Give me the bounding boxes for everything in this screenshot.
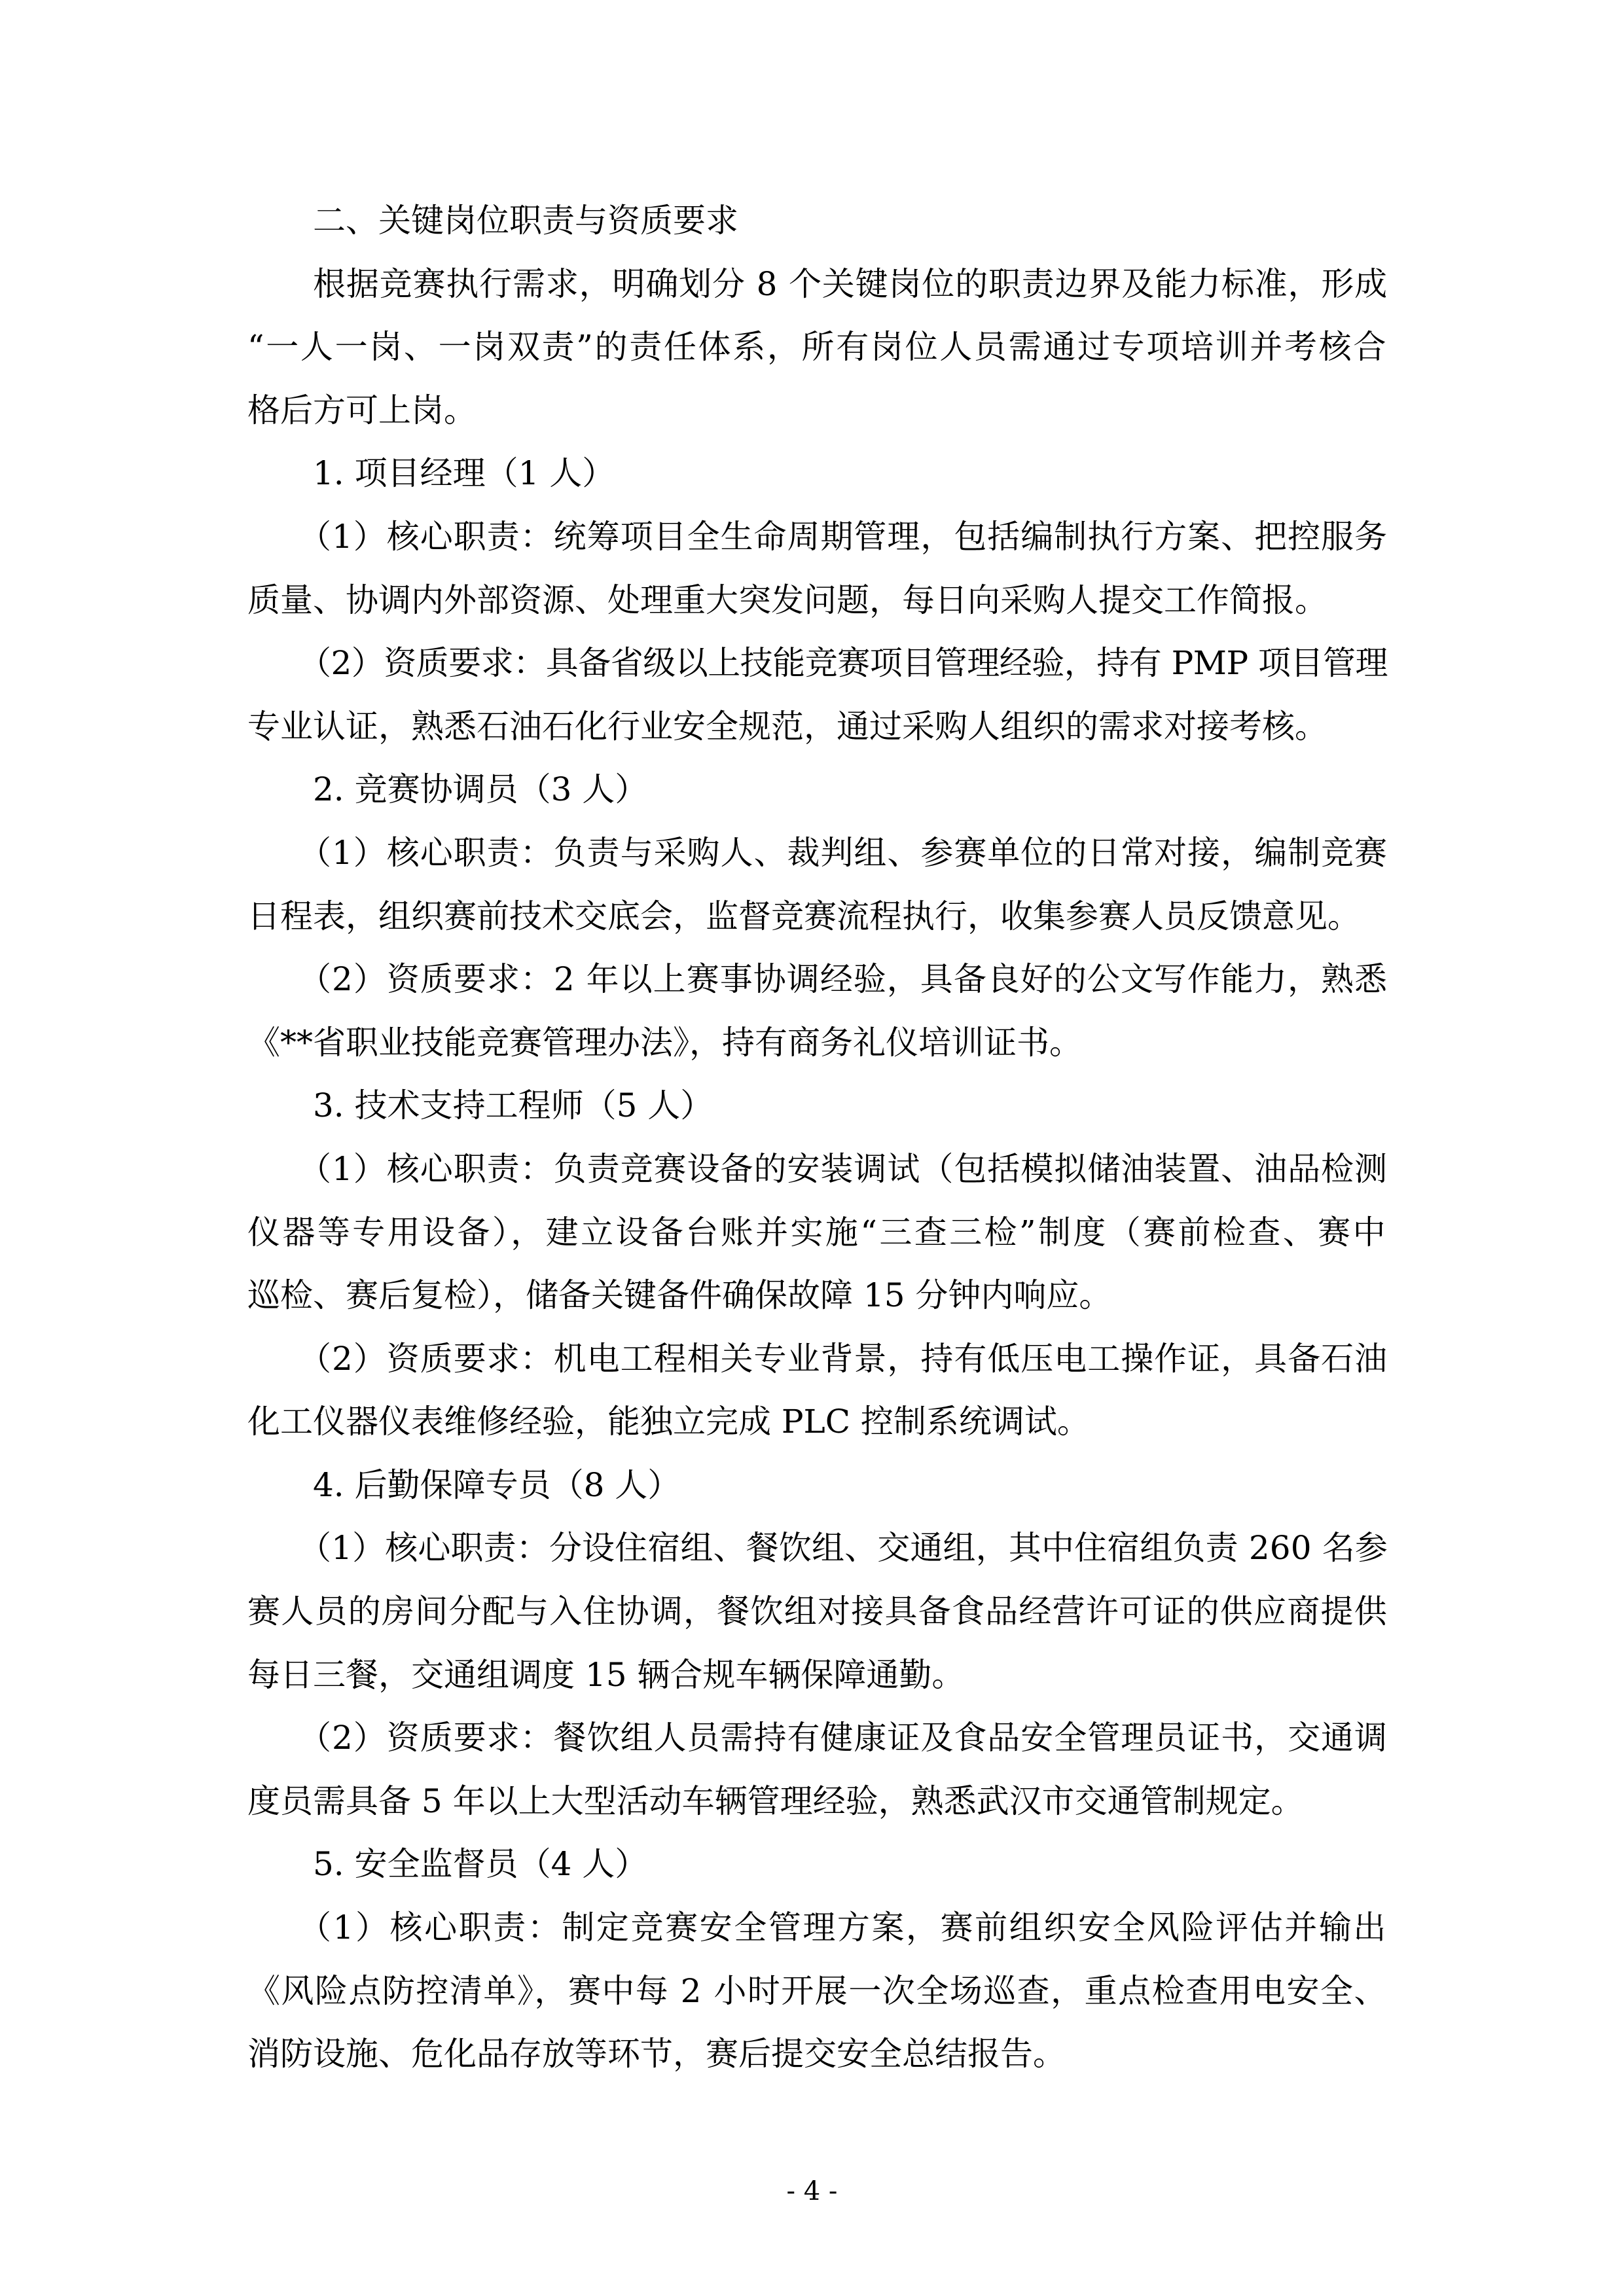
- text-line: [247, 1011, 1388, 1075]
- text-line-content: 5. 安全监督员（4 人）: [313, 1845, 648, 1884]
- text-line: [247, 379, 1388, 442]
- text-line: [247, 1201, 1388, 1265]
- text-line-content: 《风险点防控清单》，赛中每 2 小时开展一次全场巡查，重点检查用电安全、: [247, 1971, 1388, 2010]
- text-line-content: 3. 技术支持工程师（5 人）: [313, 1086, 713, 1125]
- text-line: [247, 315, 1388, 379]
- text-line-content: （2）资质要求：2 年以上赛事协调经验，具备良好的公文写作能力，熟悉: [298, 960, 1388, 999]
- text-line: [247, 1516, 1388, 1580]
- text-line: [247, 948, 1388, 1011]
- text-line: [247, 1896, 1388, 1960]
- text-line-content: 4. 后勤保障专员（8 人）: [313, 1465, 681, 1504]
- text-line-content: 专业认证，熟悉石油石化行业安全规范，通过采购人组织的需求对接考核。: [247, 707, 1327, 745]
- text-line-content: （1）核心职责：统筹项目全生命周期管理，包括编制执行方案、把控服务: [298, 517, 1388, 556]
- text-line: [247, 821, 1388, 885]
- text-line: [247, 1327, 1388, 1391]
- page-number: - 4 -: [786, 2176, 838, 2206]
- text-line-content: 巡检、赛后复检），储备关键备件确保故障 15 分钟内响应。: [247, 1276, 1112, 1315]
- text-line-content: 格后方可上岗。: [247, 391, 477, 429]
- text-line-content: 2. 竞赛协调员（3 人）: [313, 770, 648, 809]
- text-line-content: 每日三餐，交通组调度 15 辆合规车辆保障通勤。: [247, 1655, 965, 1694]
- text-line-content: 化工仪器仪表维修经验，能独立完成 PLC 控制系统调试。: [247, 1403, 1090, 1441]
- text-line-content: 《**省职业技能竞赛管理办法》，持有商务礼仪培训证书。: [247, 1023, 1082, 1062]
- text-line: [247, 758, 1388, 821]
- text-line: [247, 1454, 1388, 1517]
- text-line: [247, 442, 1388, 505]
- text-line-content: 赛人员的房间分配与入住协调，餐饮组对接具备食品经营许可证的供应商提供: [247, 1592, 1388, 1631]
- text-line-content: （2）资质要求：具备省级以上技能竞赛项目管理经验，持有 PMP 项目管理: [298, 644, 1388, 683]
- text-line-content: 消防设施、危化品存放等环节，赛后提交安全总结报告。: [247, 2035, 1066, 2073]
- text-line-content: （1）核心职责：制定竞赛安全管理方案，赛前组织安全风险评估并输出: [298, 1909, 1388, 1947]
- text-line-content: 仪器等专用设备），建立设备台账并实施“三查三检”制度（赛前检查、赛中: [247, 1213, 1388, 1251]
- text-line: [247, 1390, 1388, 1454]
- text-line-content: 质量、协调内外部资源、处理重大突发问题，每日向采购人提交工作简报。: [247, 581, 1327, 619]
- text-line: [247, 632, 1388, 695]
- text-line-content: 根据竞赛执行需求，明确划分 8 个关键岗位的职责边界及能力标准，形成: [313, 264, 1388, 303]
- text-line-content: （2）资质要求：机电工程相关专业背景，持有低压电工操作证，具备石油: [298, 1339, 1388, 1378]
- text-line: [247, 1138, 1388, 1201]
- text-line: [247, 1833, 1388, 1896]
- text-line-content: 1. 项目经理（1 人）: [313, 454, 615, 493]
- text-line: [247, 2022, 1388, 2086]
- text-line-content: （1）核心职责：分设住宿组、餐饮组、交通组，其中住宿组负责 260 名参: [298, 1529, 1388, 1568]
- section-heading: 二、关键岗位职责与资质要求: [313, 202, 738, 240]
- text-line: [247, 569, 1388, 632]
- text-line: [247, 1643, 1388, 1707]
- text-line: [247, 1264, 1388, 1327]
- text-line: [247, 505, 1388, 569]
- document-body: [247, 189, 1388, 2086]
- text-line: [247, 253, 1388, 316]
- text-line: [247, 885, 1388, 948]
- text-line-content: 日程表，组织赛前技术交底会，监督竞赛流程执行，收集参赛人员反馈意见。: [247, 897, 1360, 935]
- text-line: [247, 1960, 1388, 2023]
- section-heading-line: [247, 189, 1388, 253]
- text-line: [247, 1580, 1388, 1643]
- text-line-content: “一人一岗、一岗双责”的责任体系，所有岗位人员需通过专项培训并考核合: [247, 328, 1388, 367]
- text-line-content: 度员需具备 5 年以上大型活动车辆管理经验，熟悉武汉市交通管制规定。: [247, 1782, 1304, 1820]
- text-line: [247, 1706, 1388, 1770]
- text-line-content: （2）资质要求：餐饮组人员需持有健康证及食品安全管理员证书，交通调: [298, 1719, 1388, 1757]
- text-line: [247, 1770, 1388, 1833]
- text-line-content: （1）核心职责：负责竞赛设备的安装调试（包括模拟储油装置、油品检测: [298, 1149, 1388, 1188]
- text-line: [247, 695, 1388, 759]
- text-line: [247, 1074, 1388, 1138]
- text-line-content: （1）核心职责：负责与采购人、裁判组、参赛单位的日常对接，编制竞赛: [298, 833, 1388, 872]
